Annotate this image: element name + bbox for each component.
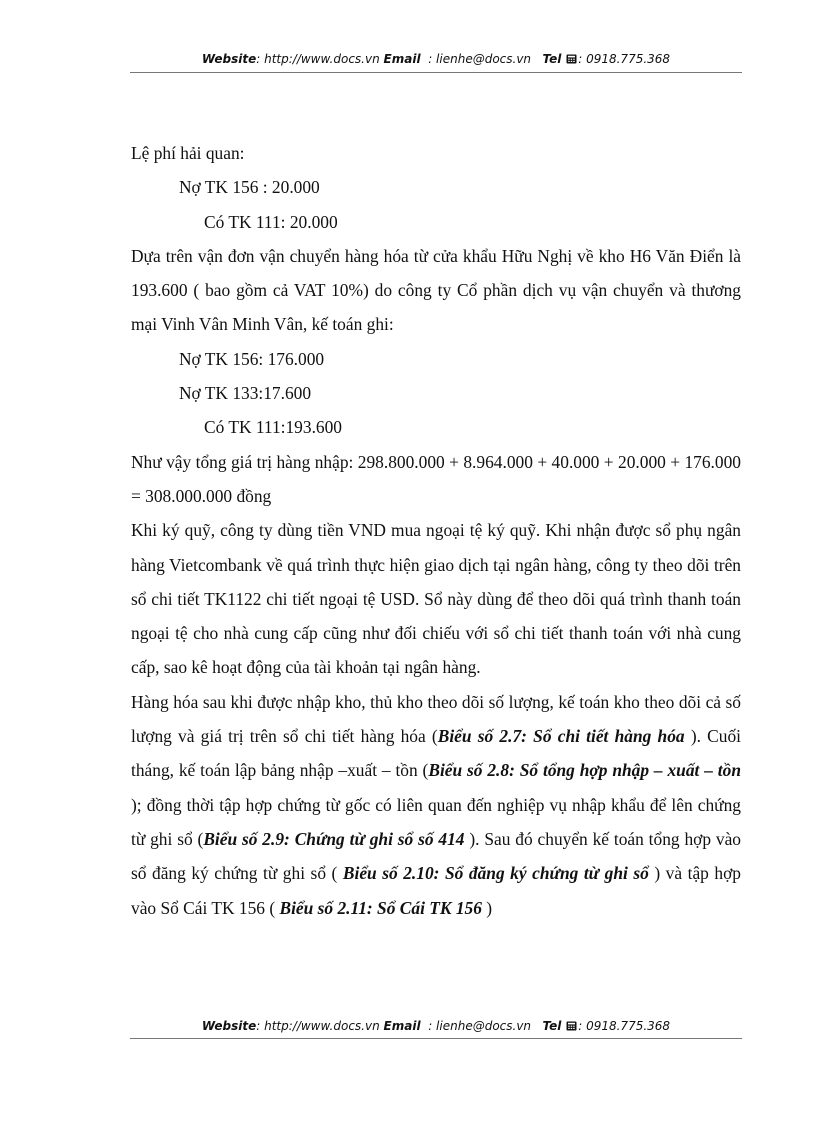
footer-tel-value: : 0918.775.368	[578, 1019, 671, 1033]
header-website-value: : http://www.docs.vn	[256, 52, 380, 66]
header-website-label: Website	[201, 52, 257, 66]
paragraph-total-value: Như vậy tổng giá trị hàng nhập: 298.800.000 + 8.964.000 + 40.000 + 20.000 + 176.000 = 308.000.000 đồng	[131, 451, 741, 506]
paragraph-transport: Dựa trên vận đơn vận chuyển hàng hóa từ cửa khẩu Hữu Nghị về kho H6 Văn Điển là 193.600 ( bao gồm cả VAT 10%) do công ty Cổ phần dịch vụ vận chuyển và thương mại Vinh Vân Minh Vân, kế toán ghi:	[131, 245, 741, 335]
text-segment: ). Sau đó chuyển kế toán tổng hợp vào sổ đăng ký chứng từ ghi sổ (	[131, 828, 742, 884]
line-debit-133-transport: Nợ TK 133:17.600	[179, 383, 312, 404]
form-reference: Biểu số 2.10: Sổ đăng ký chứng từ ghi sổ	[342, 863, 649, 884]
text-segment: ) và tập hợp vào Sổ Cái TK 156 (	[131, 863, 741, 918]
line-debit-156-transport: Nợ TK 156: 176.000	[179, 348, 325, 369]
footer-divider	[130, 1038, 742, 1039]
header-divider	[130, 72, 742, 73]
form-reference: Biểu số 2.7: Sổ chi tiết hàng hóa	[437, 726, 685, 747]
header-tel-label: Tel	[542, 52, 562, 66]
page-header	[130, 52, 742, 66]
line-customs-fee: Lệ phí hải quan:	[131, 143, 245, 163]
document-body	[131, 136, 741, 925]
paragraph-bookkeeping	[131, 685, 741, 925]
phone-icon	[566, 54, 577, 64]
form-reference: Biểu số 2.9: Chứng từ ghi sổ số 414	[203, 828, 465, 849]
header-email-label: Email	[383, 52, 421, 66]
header-email-value: : lienhe@docs.vn	[428, 52, 532, 66]
line-debit-156-fee: Nợ TK 156 : 20.000	[179, 177, 320, 198]
line-credit-111-transport: Có TK 111:193.600	[204, 417, 343, 438]
text-segment: )	[481, 897, 493, 918]
footer-tel-label: Tel	[542, 1019, 562, 1033]
footer-email-value: : lienhe@docs.vn	[428, 1019, 532, 1033]
phone-icon	[566, 1021, 577, 1031]
form-reference: Biểu số 2.8: Sổ tổng hợp nhập – xuất – tồn	[428, 760, 741, 781]
header-tel-value: : 0918.775.368	[578, 52, 671, 66]
text-segment: ); đồng thời tập hợp chứng từ gốc có liên quan đến nghiệp vụ nhập khẩu để lên chứng từ ghi sổ (	[131, 794, 741, 849]
footer-website-label: Website	[201, 1019, 257, 1033]
paragraph-deposit: Khi ký quỹ, công ty dùng tiền VND mua ngoại tệ ký quỹ. Khi nhận được sổ phụ ngân hàng Vietcombank về quá trình thực hiện giao dịch tại ngân hàng, công ty theo dõi trên sổ chi tiết TK1122 chi tiết ngoại tệ USD. Sổ này dùng để theo dõi quá trình thanh toán ngoại tệ cho nhà cung cấp cũng như đối chiếu với sổ chi tiết thanh toán với nhà cung cấp, sao kê hoạt động của tài khoản tại ngân hàng.	[131, 520, 741, 678]
text-segment: Hàng hóa sau khi được nhập kho, thủ kho theo dõi số lượng, kế toán kho theo dõi cả số lượng và giá trị trên sổ chi tiết hàng hóa (	[131, 691, 741, 747]
page-footer	[130, 1019, 742, 1033]
line-credit-111-fee: Có TK 111: 20.000	[204, 211, 338, 232]
footer-website-value: : http://www.docs.vn	[256, 1019, 380, 1033]
form-reference: Biểu số 2.11: Sổ Cái TK 156	[279, 897, 482, 918]
footer-email-label: Email	[383, 1019, 421, 1033]
text-segment: ). Cuối tháng, kế toán lập bảng nhập –xuất – tồn (	[131, 726, 741, 781]
